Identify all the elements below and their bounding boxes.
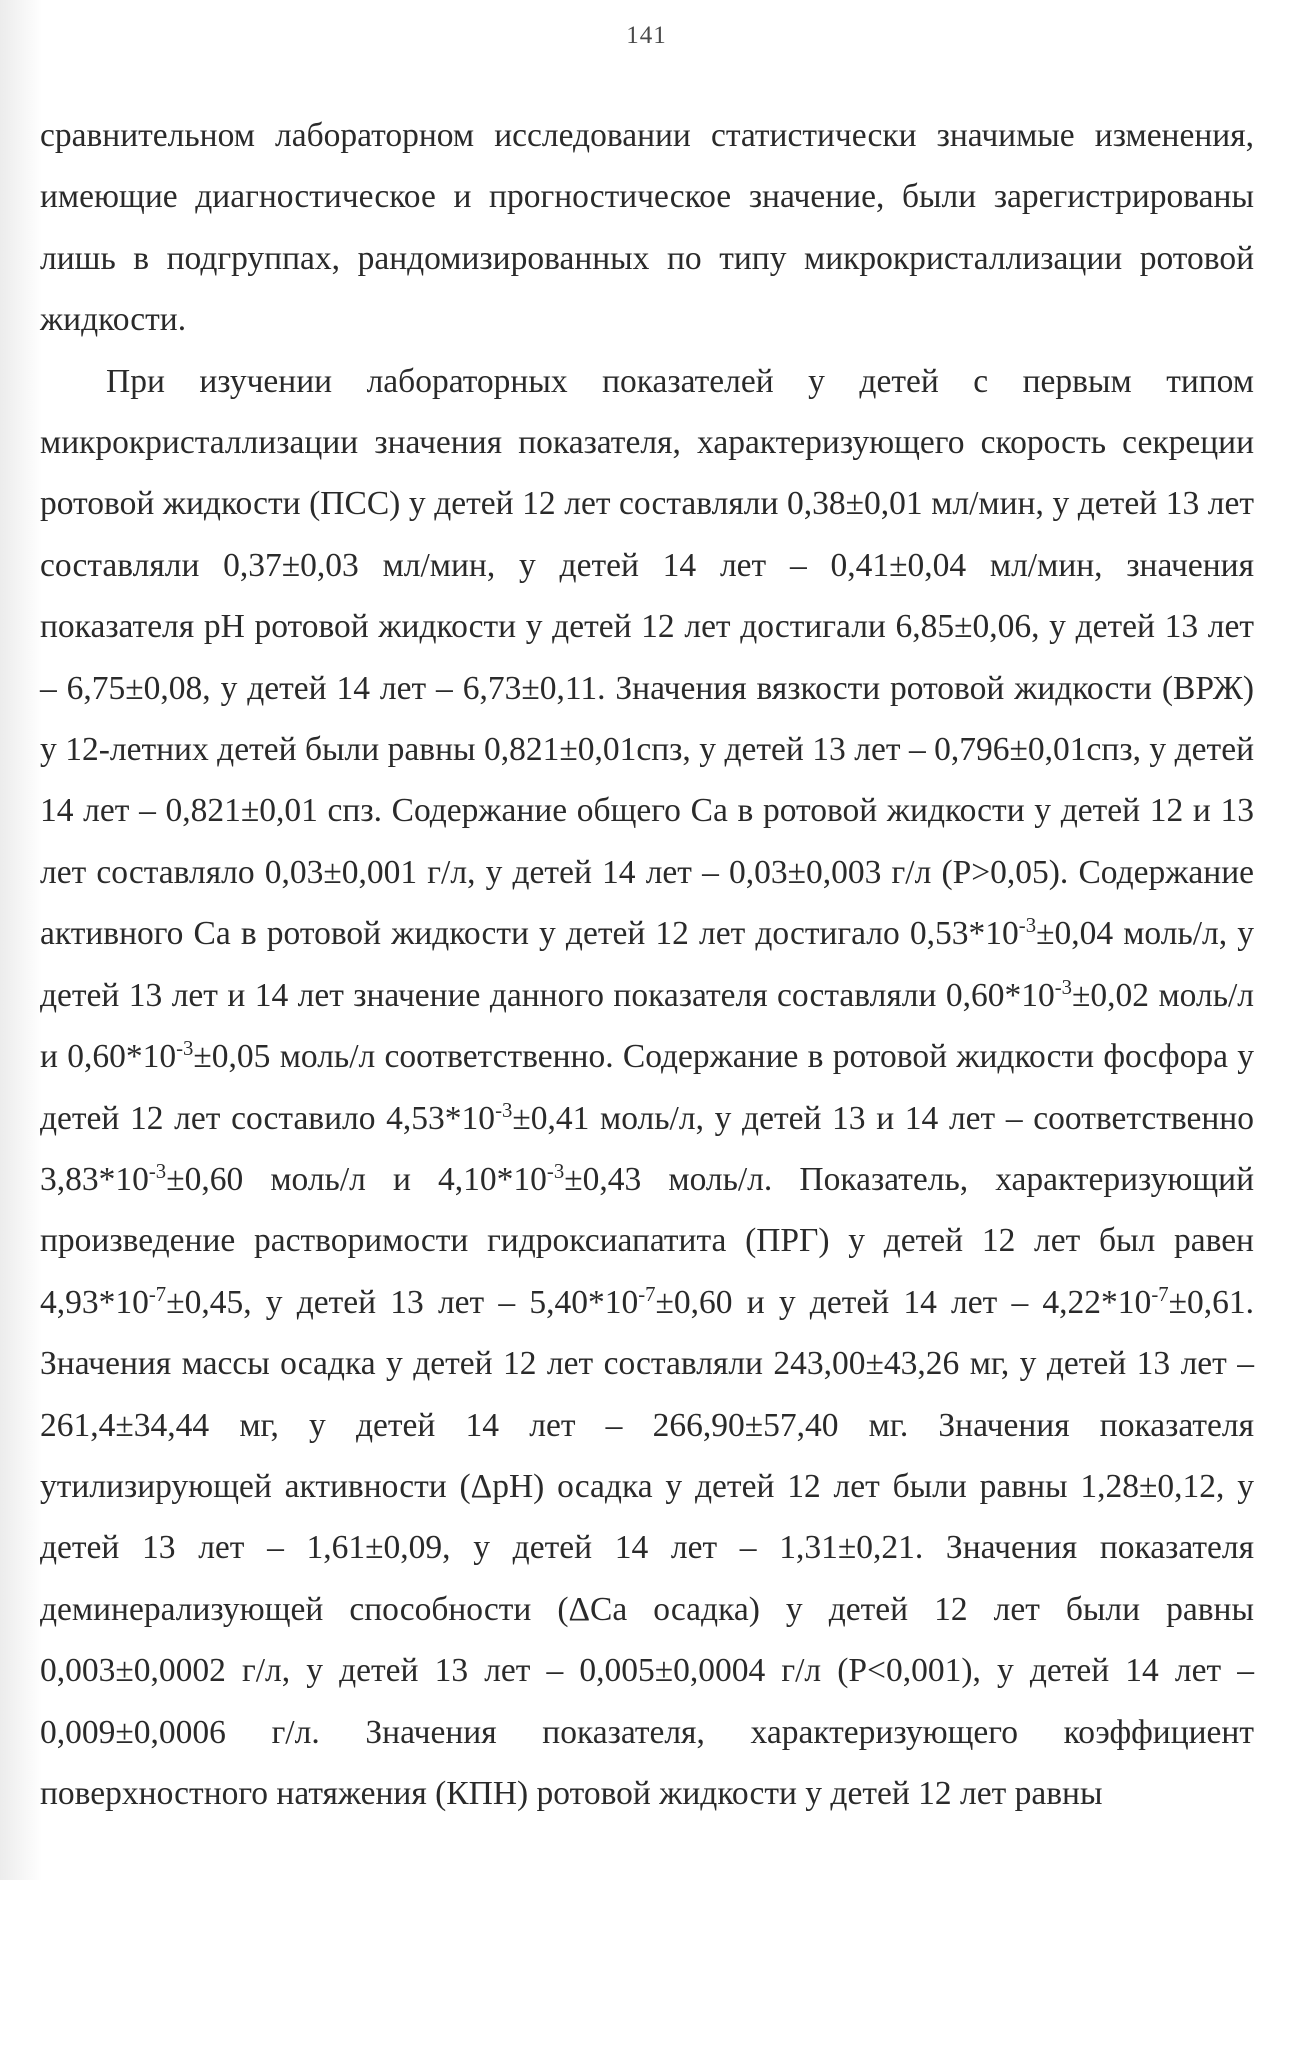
paragraph-lab-indicators: При изучении лабораторных показателей у детей с первым типом микрокристаллизации значения показателя, характеризующего скорость секреции ротовой жидкости (ПСС) у детей 12 лет составляли 0,38±0,01 мл/мин, у детей 13 лет составляли 0,37±0,03 мл/мин, у детей 14 лет – 0,41±0,04 мл/мин, значения показателя рН ротовой жидкости у детей 12 лет достигали 6,85±0,06, у детей 13 лет – 6,75±0,08, у детей 14 лет – 6,73±0,11. Значения вязкости ротовой жидкости (ВРЖ) у 12-летних детей были равны 0,821±0,01спз, у детей 13 лет – 0,796±0,01спз, у детей 14 лет – 0,821±0,01 спз. Содержание общего Са в ротовой жидкости у детей 12 и 13 лет составляло 0,03±0,001 г/л, у детей 14 лет – 0,03±0,003 г/л (Р>0,05). Содержание активного Са в ротовой жидкости у детей 12 лет достигало $0,53*10^{-3}\pm 0,04$ моль/л, у детей 13 лет и 14 лет значение данного показателя составляли $0,60*10^{-3}\pm 0,02$ моль/л и $0,60*10^{-3}\pm 0,05$ моль/л соответственно. Содержание в ротовой жидкости фосфора у детей 12 лет составило $4,53*10^{-3}\pm 0,41$ моль/л, у детей 13 и 14 лет – соответственно $3,83*10^{-3}\pm 0,60$ моль/л и $4,10*10^{-3}\pm 0,43$ моль/л. Показатель, характеризующий произведение растворимости гидроксиапатита (ПРГ) у детей 12 лет был равен $4,93*10^{-7}\pm 0,45$, у детей 13 лет – $5,40*10^{-7}\pm 0,60$ и у детей 14 лет – $4,22*10^{-7}\pm 0,61$. Значения массы осадка у детей 12 лет составляли 243,00±43,26 мг, у детей 13 лет – 261,4±34,44 мг, у детей 14 лет – 266,90±57,40 мг. Значения показателя утилизирующей активности (ΔpH) осадка у детей 12 лет были равны 1,28±0,12, у детей 13 лет – 1,61±0,09, у детей 14 лет – 1,31±0,21. Значения показателя деминерализующей способности (ΔСа осадка) у детей 12 лет были равны 0,003±0,0002 г/л, у детей 13 лет – 0,005±0,0004 г/л (Р<0,001), у детей 14 лет – 0,009±0,0006 г/л. Значения показателя, характеризующего коэффициент поверхностного натяжения (КПН) ротовой жидкости у детей 12 лет равны — [40, 362, 1255, 1812]
scan-edge-shadow — [0, 0, 42, 1880]
page-number: 141 — [626, 22, 667, 49]
page-body — [40, 105, 1254, 1824]
paragraph-continuation: сравнительном лабораторном исследовании статистически значимые изменения, имеющие диагностическое и прогностическое значение, были зарегистрированы лишь в подгруппах, рандомизированных по типу микрокристаллизации ротовой жидкости. — [40, 117, 1254, 339]
